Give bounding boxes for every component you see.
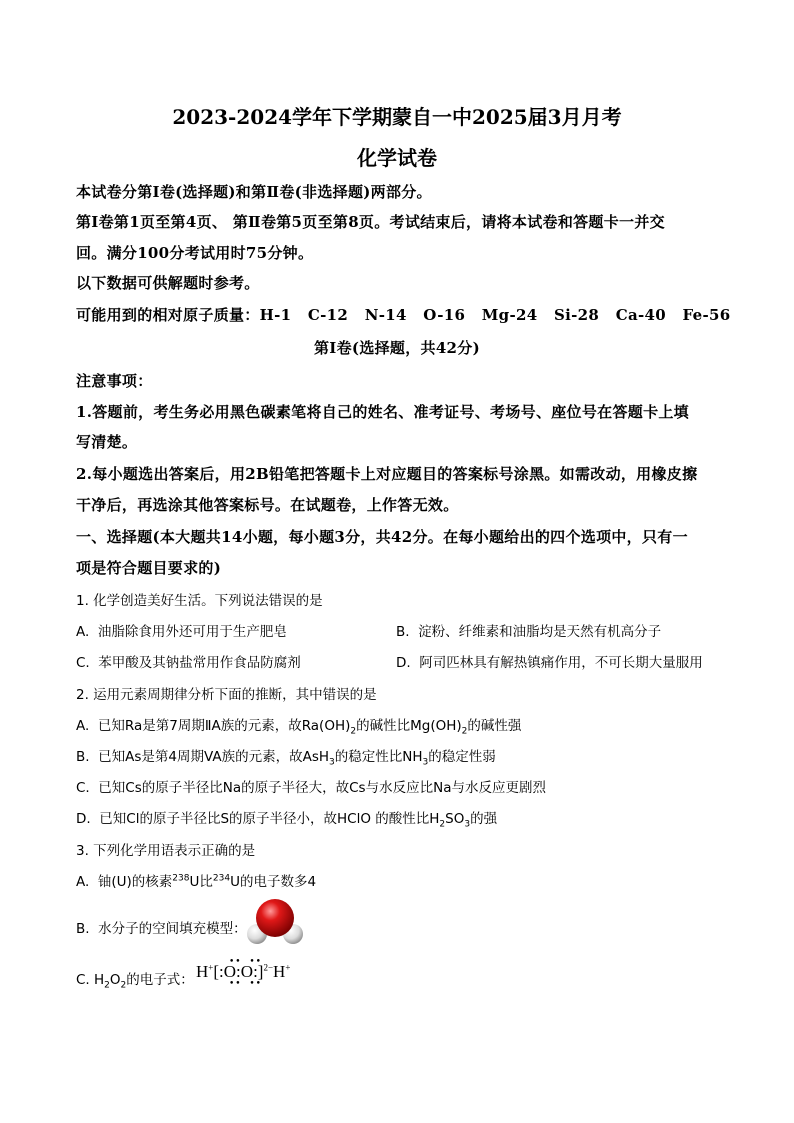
q3-a-text-3: U的电子数多4 (230, 874, 317, 890)
h2o2-electron-formula (196, 957, 291, 989)
part-1-heading-b: 项是符合题目要求的) (76, 559, 222, 577)
q1-stem: 1. 化学创造美好生活。下列说法错误的是 (76, 593, 323, 609)
q3-a-text-1: A. 铀(U)的核素 (76, 874, 173, 890)
q2-b-text-1: B. 已知As是第4周期VA族的元素，故AsH (76, 749, 330, 765)
electron-dots-top: •• •• (229, 957, 262, 967)
formula-right-bracket: ] (257, 962, 264, 981)
q2-stem: 2. 运用元素周期律分析下面的推断，其中错误的是 (76, 687, 377, 703)
exam-subject: 化学试卷 (357, 146, 437, 170)
q3-c-sub-2: 2 (120, 980, 127, 991)
q2-b-text-3: 的稳定性弱 (428, 749, 496, 765)
q2-d-text-2: SO (445, 811, 465, 827)
q2-d-sub-2: 3 (464, 819, 471, 830)
formula-shared-pair: : (236, 962, 241, 981)
q1-option-d: D. 阿司匹林具有解热镇痛作用，不可长期大量服用 (396, 655, 703, 671)
q3-a-text-2: U比 (189, 874, 213, 890)
q2-option-c: C. 已知Cs的原子半径比Na的原子半径大，故Cs与水反应比Na与水反应更剧烈 (76, 780, 546, 796)
formula-plus-right: + (285, 962, 291, 973)
exam-title: 2023-2024学年下学期蒙自一中2025届3月月考 (172, 105, 622, 129)
electron-dots-bottom: •• •• (229, 979, 262, 989)
part-1-heading-a: 一、选择题(本大题共14小题，每小题3分，共42分。在每小题给出的四个选项中，只有一 (76, 528, 688, 546)
q2-a-text-3: 的碱性强 (467, 718, 522, 734)
note-1-line-a: 1.答题前，考生务必用黑色碳素笔将自己的姓名、准考证号、考场号、座位号在答题卡上填 (76, 403, 689, 421)
q3-c-sub-1: 2 (104, 980, 110, 991)
intro-line-4: 以下数据可供解题时参考。 (76, 274, 260, 292)
q2-a-text-1: A. 已知Ra是第7周期ⅡA族的元素，故Ra(OH) (76, 718, 351, 734)
oxygen-atom (256, 899, 294, 937)
q3-option-a (76, 870, 316, 890)
q2-a-sub-1: 2 (350, 726, 357, 737)
q2-d-sub-1: 2 (439, 819, 446, 830)
formula-h-left: H (196, 962, 209, 981)
q2-option-b (76, 745, 496, 768)
q2-option-d (76, 807, 497, 830)
q3-c-text-3: 的电子式： (126, 972, 194, 988)
intro-line-1: 本试卷分第Ⅰ卷(选择题)和第Ⅱ卷(非选择题)两部分。 (76, 183, 432, 201)
q2-option-a (76, 714, 521, 737)
formula-plus-left: + (208, 962, 214, 973)
formula-lone-pair-left: : (219, 962, 224, 981)
section-1-heading: 第Ⅰ卷(选择题，共42分) (314, 339, 480, 357)
q2-a-text-2: 的碱性比Mg(OH) (356, 718, 462, 734)
q1-option-a: A. 油脂除食用外还可用于生产肥皂 (76, 624, 287, 640)
q1-option-c: C. 苯甲酸及其钠盐常用作食品防腐剂 (76, 655, 301, 671)
q2-b-sub-1: 3 (329, 757, 335, 768)
atomic-masses: 可能用到的相对原子质量：H-1 C-12 N-14 O-16 Mg-24 Si-28 Ca-40 Fe-56 (76, 306, 731, 324)
formula-lone-pair-right: : (253, 962, 258, 981)
q2-b-sub-2: 3 (422, 757, 429, 768)
note-2-line-b: 干净后，再选涂其他答案标号。在试题卷，上作答无效。 (76, 496, 459, 514)
note-2-line-a: 2.每小题选出答案后，用2B铅笔把答题卡上对应题目的答案标号涂黑。如需改动，用橡皮擦 (76, 465, 698, 483)
q3-option-c (76, 968, 194, 991)
q3-a-mass-234: 234 (212, 873, 231, 884)
q3-c-text-2: O (109, 972, 121, 988)
q3-c-text-1: C. H (76, 972, 105, 988)
q2-a-sub-2: 2 (461, 726, 468, 737)
q2-d-text-3: 的强 (470, 811, 498, 827)
intro-line-3: 回。满分100分考试用时75分钟。 (76, 244, 314, 262)
formula-left-bracket: [ (213, 962, 220, 981)
formula-h-right: H (273, 962, 286, 981)
formula-oxygen-1: O (223, 962, 237, 981)
water-space-filling-model (244, 896, 308, 950)
q3-a-mass-238: 238 (172, 873, 190, 884)
note-1-line-b: 写清楚。 (76, 433, 138, 451)
q2-b-text-2: 的稳定性比NH (334, 749, 423, 765)
formula-charge: 2− (263, 962, 274, 973)
notes-heading: 注意事项： (76, 372, 153, 390)
q3-option-b: B. 水分子的空间填充模型： (76, 921, 247, 937)
q1-option-b: B. 淀粉、纤维素和油脂均是天然有机高分子 (396, 624, 662, 640)
q3-stem: 3. 下列化学用语表示正确的是 (76, 843, 256, 859)
intro-line-2: 第Ⅰ卷第1页至第4页、 第Ⅱ卷第5页至第8页。考试结束后，请将本试卷和答题卡一并交 (76, 213, 665, 231)
q2-d-text-1: D. 已知Cl的原子半径比S的原子半径小，故HClO 的酸性比H (76, 811, 440, 827)
formula-oxygen-2: O (240, 962, 254, 981)
